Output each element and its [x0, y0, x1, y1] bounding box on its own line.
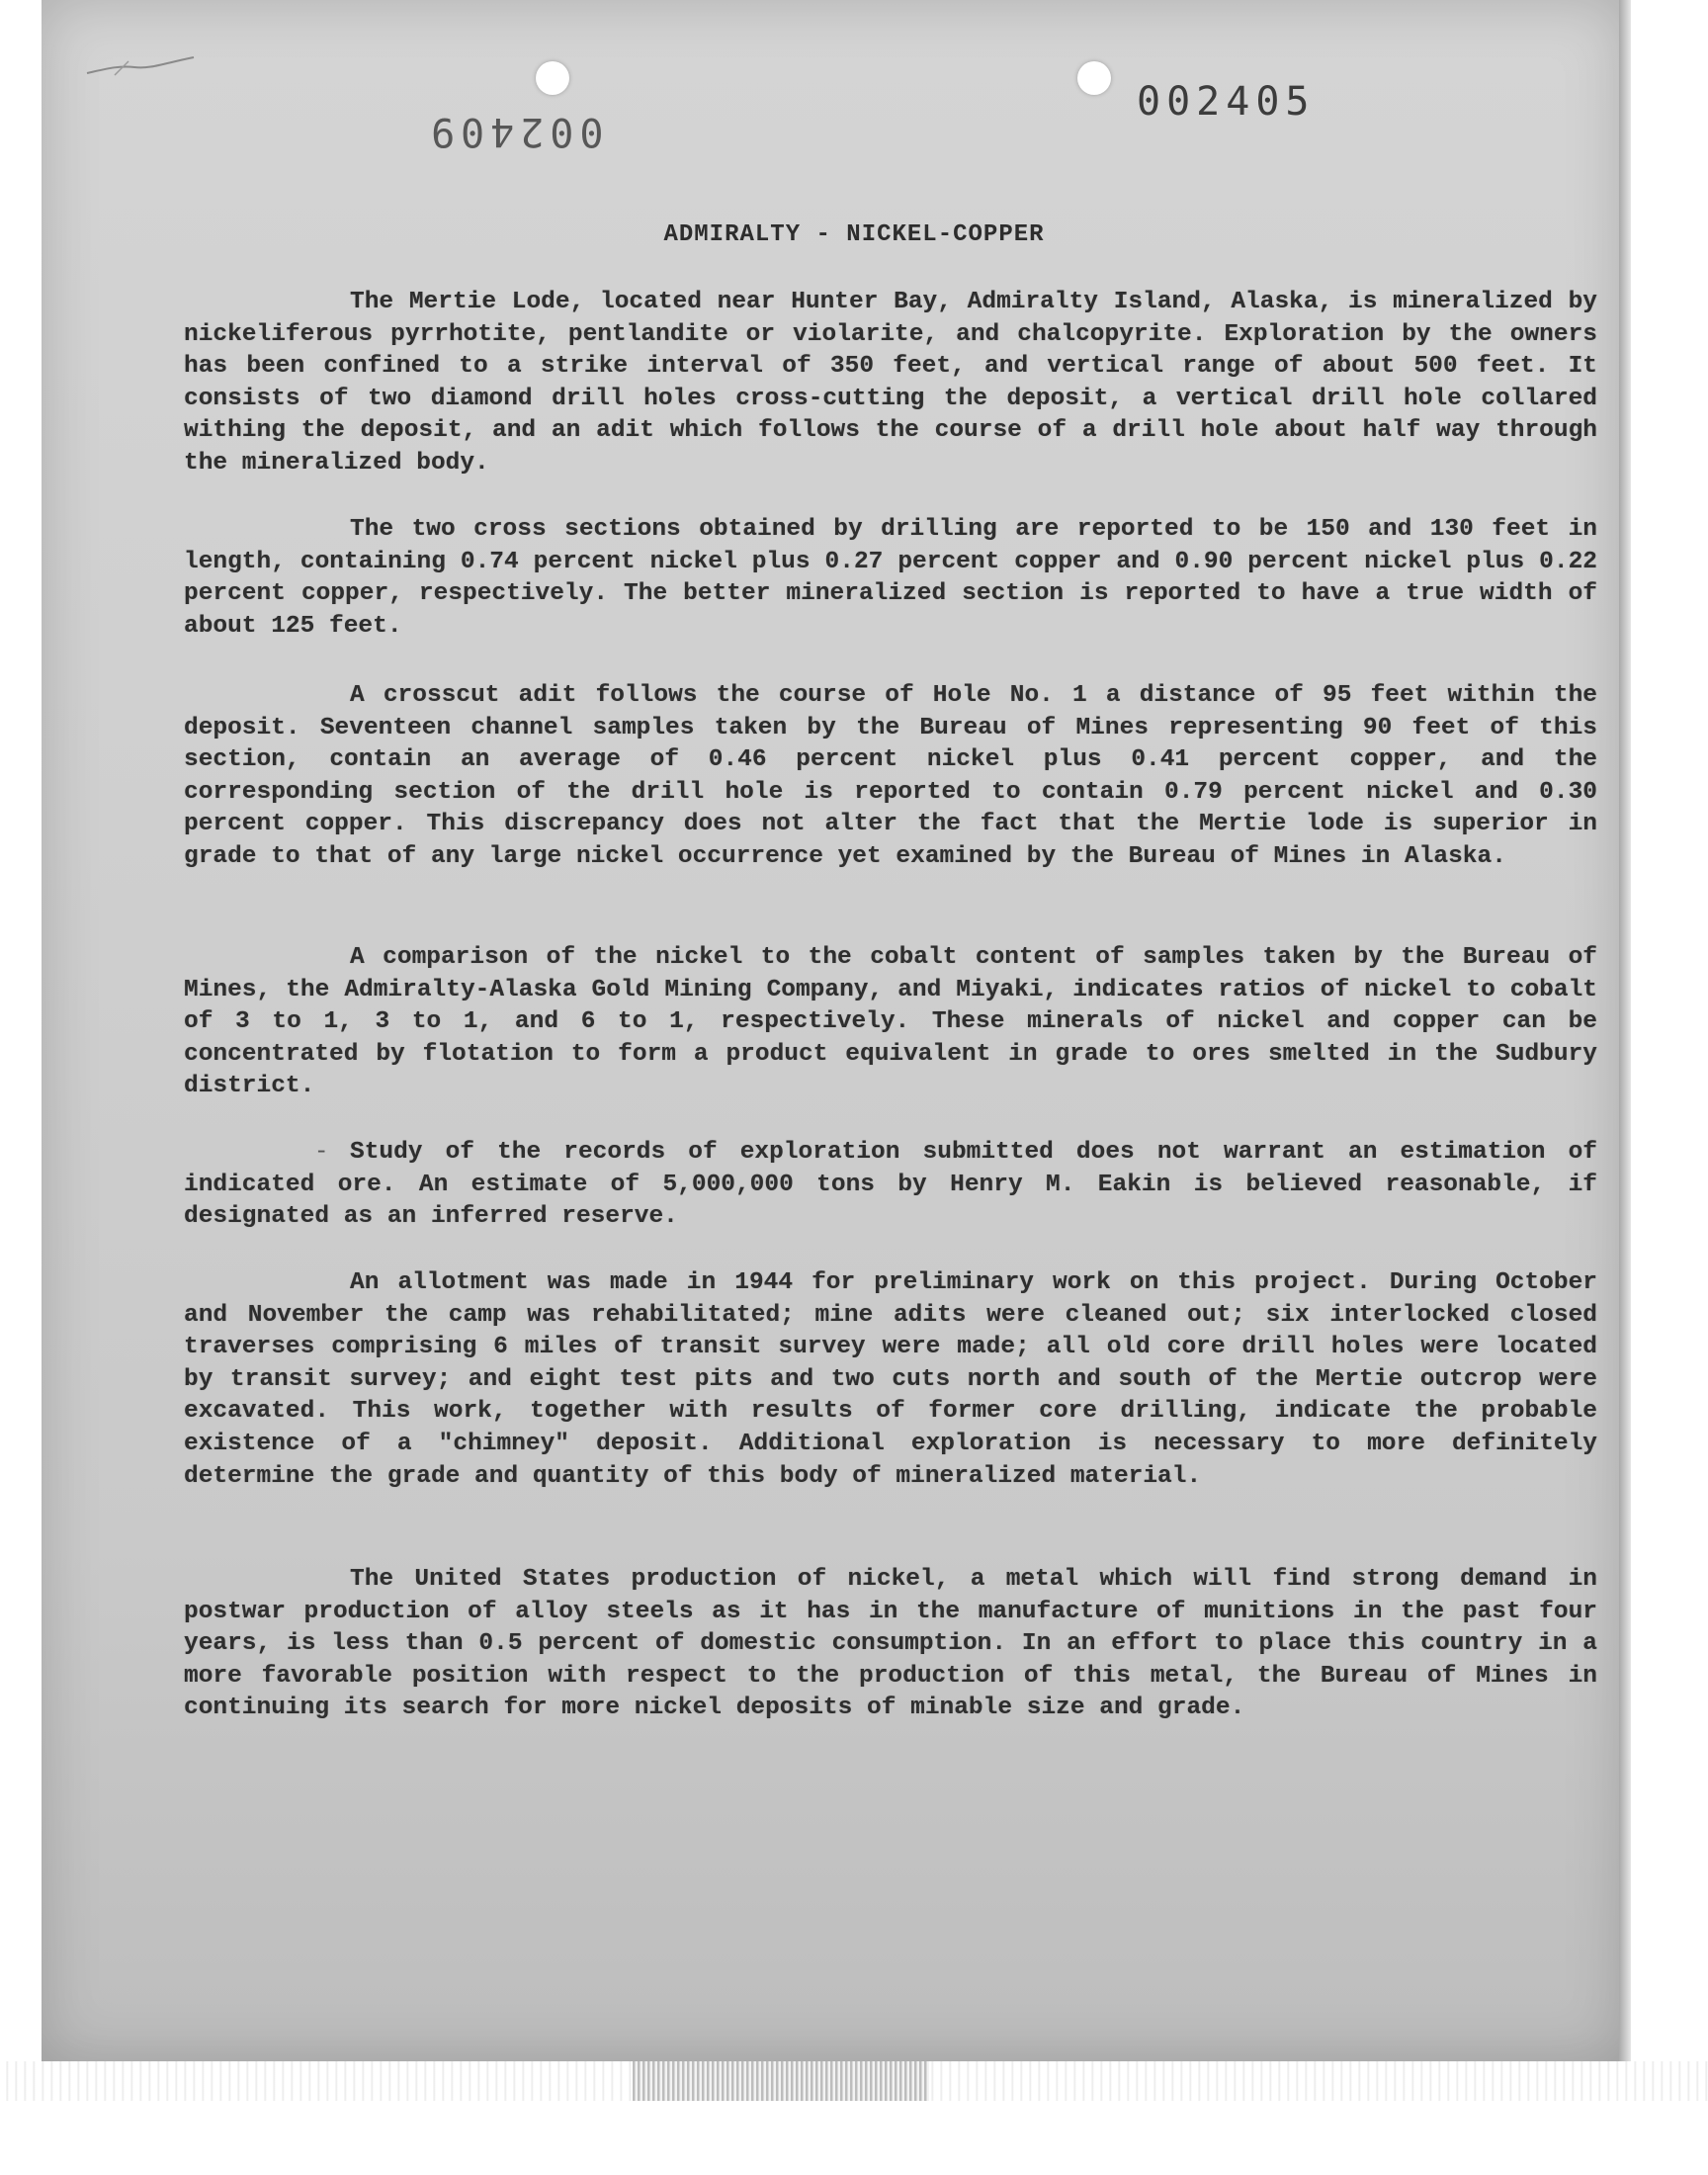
paragraph-7: The United States production of nickel, a metal which will find strong demand in postwar production of alloy steels as it has in the manufacture of munitions in the past four years, is less than 0.5 percent of domestic consumption. In an effort to place this country in a more favorable position with respect to the production of this metal, the Bureau of Mines in continuing its search for more nickel deposits of minable size and grade. — [184, 1566, 1597, 1722]
scan-bottom-strip — [0, 2061, 1708, 2101]
page-title: ADMIRALTY - NICKEL-COPPER — [663, 221, 1045, 248]
paragraph-2: The two cross sections obtained by drilling are reported to be 150 and 130 feet in length, containing 0.74 percent nickel plus 0.27 percent copper and 0.90 percent nickel plus 0.22 percent copper, respectively. The better mineralized section is reported to have a true width of about 125 feet. — [184, 516, 1597, 640]
paragraph-4: A comparison of the nickel to the cobalt content of samples taken by the Bureau of Mines, the Admiralty-Alaska Gold Mining Company, and Miyaki, indicates ratios of nickel to cobalt of 3 to 1, 3 to 1, and 6 to 1, respectively. These minerals of nickel and copper can be concentrated by flotation to form a product equivalent in grade to ores smelted in the Sudbury district. — [184, 944, 1597, 1100]
paragraph-5: Study of the records of exploration submitted does not warrant an estimation of indicated ore. An estimate of 5,000,000 tons by Henry M. Eakin is believed reasonable, if designated as an inferred reserve. — [184, 1139, 1597, 1231]
pencil-mark — [85, 51, 204, 81]
paragraph-3: A crosscut adit follows the course of Hole No. 1 a distance of 95 feet within the deposit. Seventeen channel samples taken by the Bureau of Mines representing 90 feet of this section, contain an average of 0.46 percent nickel plus 0.41 percent copper, and the corresponding section of the drill hole is reported to contain 0.79 percent nickel and 0.30 percent copper. This discrepancy does not alter the fact that the Mertie lode is superior in grade to that of any large nickel occurrence yet examined by the Bureau of Mines in Alaska. — [184, 682, 1597, 870]
paragraph-6: An allotment was made in 1944 for preliminary work on this project. During October and November the camp was rehabilitated; mine adits were cleaned out; six interlocked closed traverses comprising 6 miles of transit survey were made; all old core drill holes were located by transit survey; and eight test pits and two cuts north and south of the Mertie outcrop were excavated. This work, together with results of former core drilling, indicate the probable existence of a "chimney" deposit. Additional exploration is necessary to more definitely determine the grade and quantity of this body of mineralized material. — [184, 1269, 1597, 1490]
punch-hole-right — [1077, 61, 1111, 95]
page-edge — [1619, 0, 1631, 2071]
stamp-number-mirrored: 002409 — [425, 109, 604, 154]
scan-artifact — [633, 2061, 929, 2101]
punch-hole-left — [536, 61, 569, 95]
stamp-number: 002405 — [1137, 79, 1316, 125]
margin-mark: - — [314, 1139, 329, 1166]
paragraph-1: The Mertie Lode, located near Hunter Bay, Admiralty Island, Alaska, is mineralized by nickeliferous pyrrhotite, pentlandite or violarite, and chalcopyrite. Exploration by the owners has been confined to a strike interval of 350 feet, and vertical range of about 500 feet. It consists of two diamond drill holes cross-cutting the deposit, a vertical drill hole collared withing the deposit, and an adit which follows the course of a drill hole about half way through the mineralized body. — [184, 289, 1597, 477]
